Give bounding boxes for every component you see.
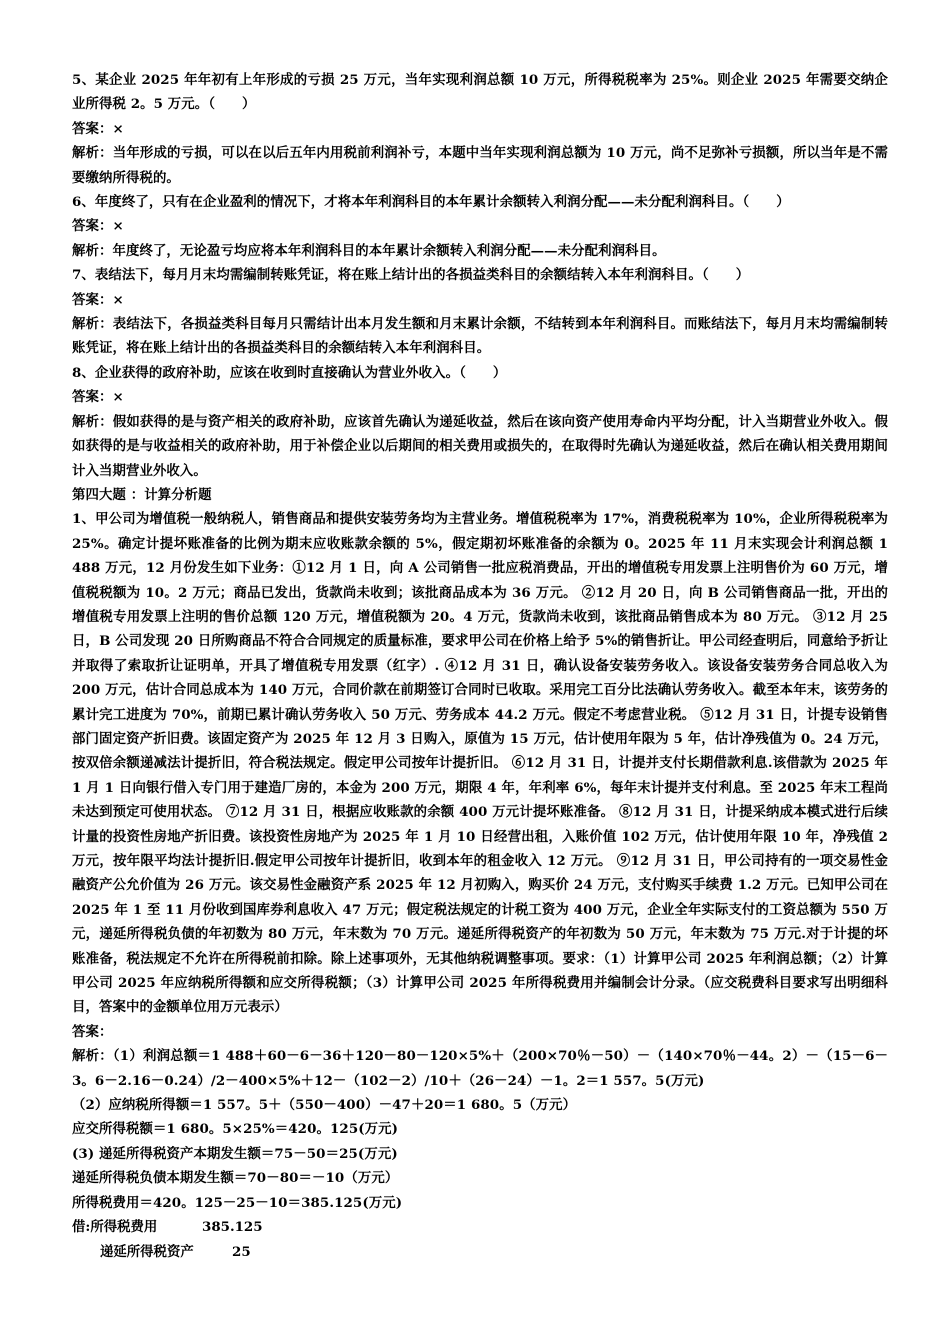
calc-step-6: 所得税费用＝420。125－25－10＝385.125(万元) xyxy=(72,1194,403,1211)
calc-answer-1: 答案： xyxy=(72,1023,113,1040)
question-5: 5、某企业 2025 年年初有上年形成的亏损 25 万元，当年实现利润总额 10 万元，所得税税率为 25%。则企业 2025 年需要交纳企业所得税 2。5 万元。（ ） xyxy=(72,72,888,113)
answer-7: 答案：× xyxy=(72,291,124,308)
question-6: 6、年度终了，只有在企业盈利的情况下，才将本年利润科目的本年累计余额转入利润分配——未分配利润科目。（ ） xyxy=(72,194,790,211)
calc-step-5: 递延所得税负债本期发生额＝70－80＝－10（万元） xyxy=(72,1170,399,1187)
calc-step-1: 解析：（1）利润总额＝1 488＋60－6－36＋120－80－120×5%＋（200×70％－50）－（140×70％－44。2）－（15－6－3。6－2.16－0.24）/2－400×5%＋12－（102－2）/10＋（26－24）－1。2＝1 557。5(万元) xyxy=(72,1048,888,1089)
debit-amount: 385.125 xyxy=(202,1219,263,1236)
sub-account: 递延所得税资产 xyxy=(100,1243,194,1260)
journal-entry-debit xyxy=(72,1215,888,1239)
answer-5: 答案：× xyxy=(72,120,124,137)
analysis-5: 解析：当年形成的亏损，可以在以后五年内用税前利润补亏，本题中当年实现利润总额为 10 万元，尚不足弥补亏损额，所以当年是不需要缴纳所得税的。 xyxy=(72,145,888,186)
analysis-6: 解析：年度终了，无论盈亏均应将本年利润科目的本年累计余额转入利润分配——未分配利润科目。 xyxy=(72,242,666,259)
answer-8: 答案：× xyxy=(72,389,124,406)
calc-step-4: (3) 递延所得税资产本期发生额＝75－50＝25(万元) xyxy=(72,1145,398,1162)
analysis-8: 解析：假如获得的是与资产相关的政府补助，应该首先确认为递延收益，然后在该向资产使用寿命内平均分配，计入当期营业外收入。假如获得的是与收益相关的政府补助，用于补偿企业以后期间的相关费用或损失的，在取得时先确认为递延收益，然后在确认相关费用期间计入当期营业外收入。 xyxy=(72,413,888,479)
calc-step-3: 应交所得税额＝1 680。5×25%＝420。125(万元) xyxy=(72,1121,399,1138)
section-heading: 第四大题 ：计算分析题 xyxy=(72,486,212,503)
answer-6: 答案：× xyxy=(72,218,124,235)
debit-account: 借:所得税费用 xyxy=(72,1219,158,1236)
question-8: 8、企业获得的政府补助，应该在收到时直接确认为营业外收入。（ ） xyxy=(72,364,507,381)
sub-amount: 25 xyxy=(232,1243,251,1260)
analysis-7: 解析：表结法下，各损益类科目每月只需结计出本月发生额和月末累计余额，不结转到本年利润科目。而账结法下，每月月末均需编制转账凭证，将在账上结计出的各损益类科目的余额结转入本年利润科目。 xyxy=(72,316,888,357)
calc-question-1: 1、甲公司为增值税一般纳税人，销售商品和提供安装劳务均为主营业务。增值税税率为 17%，消费税税率为 10%，企业所得税税率为 25%。确定计提坏账准备的比例为期末应收账款余额的 5%，假定期初坏账准备的余额为 0。2025 年 11 月末实现会计利润总额 1 488 万元，12 月份发生如下业务：①12 月 1 日，向 A 公司销售一批应税消费品，开出的增值税专用发票上注明售价为 60 万元，增值税税额为 10。2 万元；商品已发出，货款尚未收到；该批商品成本为 36 万元。 ②12 月 20 日，向 B 公司销售商品一批，开出的增值税专用发票上注明的售价总额 120 万元，增值税额为 20。4 万元，货款尚未收到，该批商品销售成本为 80 万元。 ③12 月 25 日，B 公司发现 20 日所购商品不符合合同规定的质量标准，要求甲公司在价格上给予 5%的销售折让。甲公司经查明后，同意给予折让并取得了索取折让证明单，开具了增值税专用发票（红字）. ④12 月 31 日，确认设备安装劳务收入。该设备安装劳务合同总收入为 200 万元，估计合同总成本为 140 万元，合同价款在前期签订合同时已收取。采用完工百分比法确认劳务收入。截至本年末，该劳务的累计完工进度为 70%，前期已累计确认劳务收入 50 万元、劳务成本 44.2 万元。假定不考虑营业税。 ⑤12 月 31 日，计提专设销售部门固定资产折旧费。该固定资产为 2025 年 12 月 3 日购入，原值为 15 万元，估计使用年限为 5 年，估计净残值为 0。24 万元，按双倍余额递减法计提折旧，符合税法规定。假定甲公司按年计提折旧。 ⑥12 月 31 日，计提并支付长期借款利息.该借款为 2025 年 1 月 1 日向银行借入专门用于建造厂房的，本金为 200 万元，期限 4 年，年利率 6%，每年末计提并支付利息。至 2025 年末工程尚未达到预定可使用状态。 ⑦12 月 31 日，根据应收账款的余额 400 万元计提坏账准备。 ⑧12 月 31 日，计提采纳成本模式进行后续计量的投资性房地产折旧费。该投资性房地产为 2025 年 1 月 10 日经营出租，入账价值 102 万元，估计使用年限 10 年，净残值 2 万元，按年限平均法计提折旧.假定甲公司按年计提折旧，收到本年的租金收入 12 万元。 ⑨12 月 31 日，甲公司持有的一项交易性金融资产公允价值为 26 万元。该交易性金融资产系 2025 年 12 月初购入，购买价 24 万元，支付购买手续费 1.2 万元。已知甲公司在 2025 年 1 至 11 月份收到国库券利息收入 47 万元；假定税法规定的计税工资为 400 万元，企业全年实际支付的工资总额为 550 万元，递延所得税负债的年初数为 80 万元，年末数为 70 万元。递延所得税资产的年初数为 50 万元，年末数为 75 万元.对于计提的坏账准备，税法规定不允许在所得税前扣除。除上述事项外，无其他纳税调整事项。要求：（1）计算甲公司 2025 年利润总额；（2）计算甲公司 2025 年应纳税所得额和应交所得税额；（3）计算甲公司 2025 年所得税费用并编制会计分录。（应交税费科目要求写出明细科目，答案中的金额单位用万元表示） xyxy=(72,511,888,1016)
calc-step-2: （2）应纳税所得额＝1 557。5＋（550－400）－47＋20＝1 680。5（万元） xyxy=(72,1097,577,1114)
journal-entry-sub xyxy=(72,1240,888,1264)
question-7: 7、表结法下，每月月末均需编制转账凭证，将在账上结计出的各损益类科目的余额结转入本年利润科目。（ ） xyxy=(72,267,750,284)
